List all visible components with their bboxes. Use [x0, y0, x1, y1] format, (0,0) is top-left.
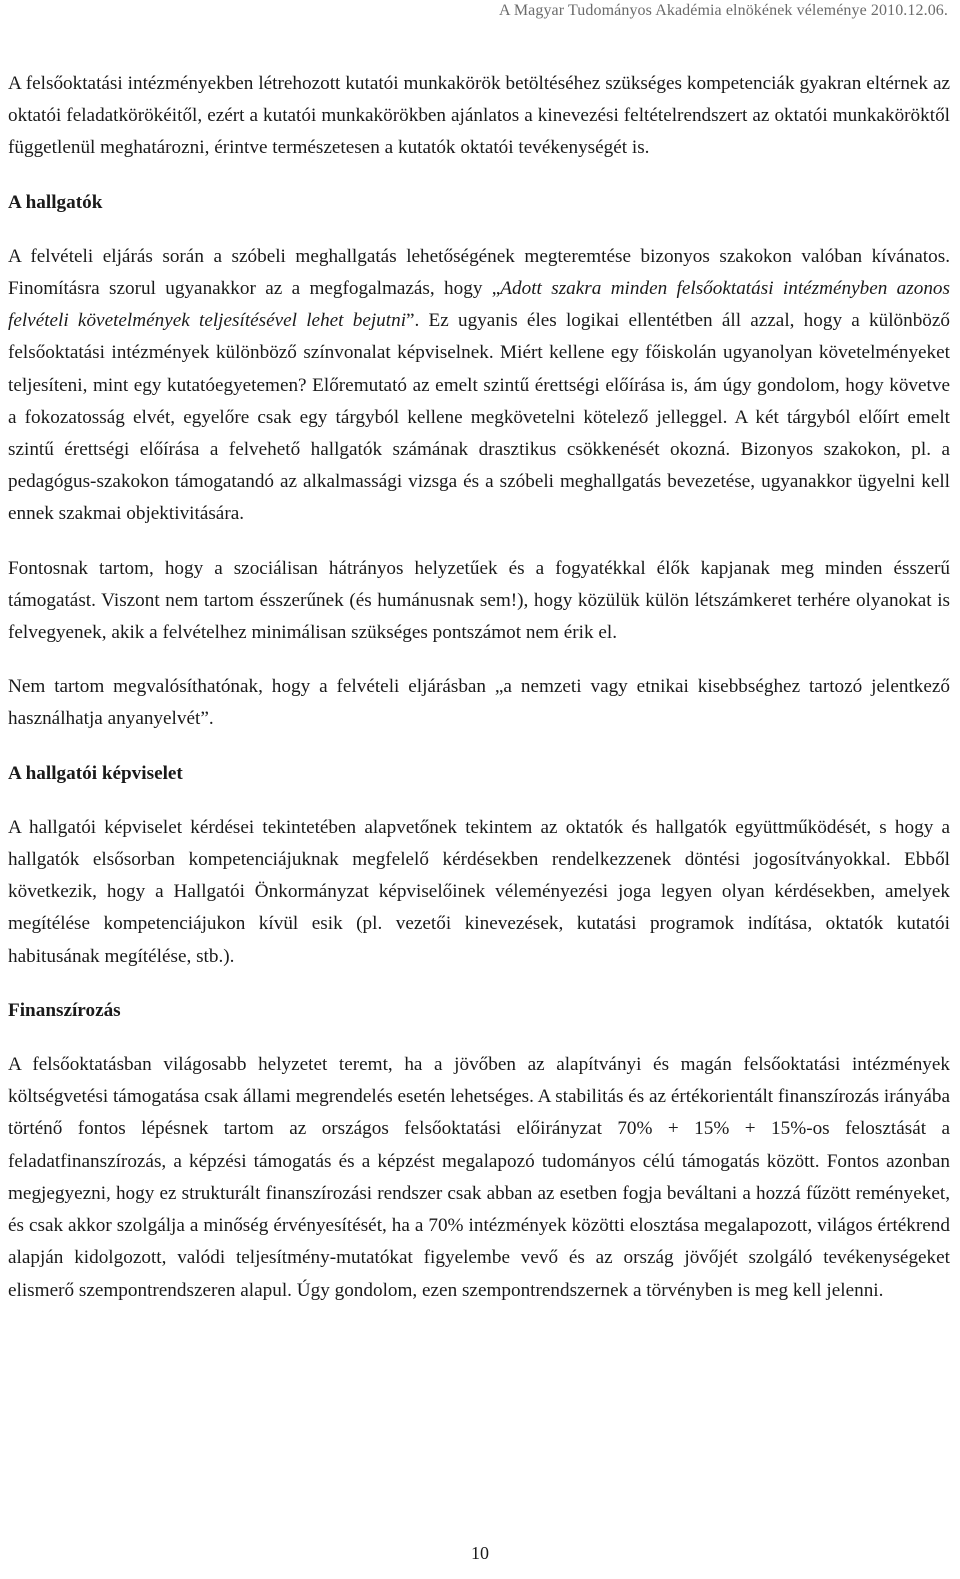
- running-header: A Magyar Tudományos Akadémia elnökének véleménye 2010.12.06.: [498, 2, 948, 19]
- hallgatok-paragraph-2: Fontosnak tartom, hogy a szociálisan hátrányos helyzetűek és a fogyatékkal élők kapjanak meg minden ésszerű támogatást. Viszont nem tartom ésszerűnek (és humánusnak sem!), hogy közülük külön létszámkeret terhére olyanokat is felvegyenek, akik a felvételhez minimálisan szükséges pontszámot nem érik el.: [8, 557, 950, 644]
- heading-kepviselet: A hallgatói képviselet: [8, 762, 183, 784]
- page-number: 10: [471, 1543, 489, 1563]
- hallgatok-p1-quote: Adott szakra minden felsőoktatási intézményben azonos felvételi követelmények teljesítésével lehet bejutni: [8, 278, 950, 332]
- hallgatok-paragraph-1: [8, 241, 950, 531]
- hallgatok-p1-text-a: A felvételi eljárás során a szóbeli meghallgatás lehetőségének megteremtése bizonyos szakokon valóban kívánatos. Finomításra szorul ugyanakkor az a megfogalmazás, hogy „: [8, 245, 950, 300]
- hallgatok-p1-text-b: ”. Ez ugyanis éles logikai ellentétben áll azzal, hogy a különböző felsőoktatási intézmények különböző színvonalat képviselnek. Miért kellene egy főiskolán ugyanolyan követelményeket teljesíteni, mint egy kutatóegyetemen? Előremutató az emelt szintű érettségi előírása is, ám úgy gondolom, hogy követve a fokozatosság elvét, egyelőre csak egy tárgyból kellene megkövetelni kötelező jelleggel. A két tárgyból előírt emelt szintű érettségi előírása a felvehető hallgatók számának drasztikus csökkenését okozná. Bizonyos szakokon, pl. a pedagógus-szakokon támogatandó az alkalmassági vizsga és a szóbeli meghallgatás bevezetése, ugyanakkor ügyelni kell ennek szakmai objektivitására.: [8, 310, 951, 525]
- heading-hallgatok: A hallgatók: [8, 191, 103, 213]
- intro-paragraph: A felsőoktatási intézményekben létrehozott kutatói munkakörök betöltéséhez szükséges kompetenciák gyakran eltérnek az oktatói feladatkörökéitől, ezért a kutatói munkakörökben ajánlatos a kinevezési feltételrendszert az oktatói munkaköröktől függetlenül meghatározni, érintve természetesen a kutatók oktatói tevékenységét is.: [8, 73, 950, 159]
- document-body: [8, 68, 950, 1307]
- kepviselet-paragraph-1: A hallgatói képviselet kérdései tekintetében alapvetőnek tekintem az oktatók és hallgatók együttműködését, s hogy a hallgatók elsősorban kompetenciájuknak megfelelő kérdésekben rendelkezzenek döntési jogosítványokkal. Ebből következik, hogy a Hallgatói Önkormányzat képviselőinek véleményezési joga legyen olyan kérdésekben, amelyek megítélése kompetenciájukon kívül esik (pl. vezetői kinevezések, kutatási programok indítása, oktatók kutatói habitusának megítélése, stb.).: [8, 816, 950, 967]
- heading-finanszirozas: Finanszírozás: [8, 999, 121, 1021]
- hallgatok-paragraph-3: Nem tartom megvalósíthatónak, hogy a felvételi eljárásban „a nemzeti vagy etnikai kisebbséghez tartozó jelentkező használhatja anyanyelvét”.: [8, 676, 950, 730]
- finanszirozas-paragraph-1: A felsőoktatásban világosabb helyzetet teremt, ha a jövőben az alapítványi és magán felsőoktatási intézmények költségvetési támogatása csak állami megrendelés esetén lehetséges. A stabilitás és az értékorientált finanszírozás irányába történő fontos lépésnek tartom az országos felsőoktatási előirányzat 70% + 15% + 15%-os felosztását a feladatfinanszírozás, a képzési támogatás és a képzést megalapozó tudományos célú támogatás között. Fontos azonban megjegyezni, hogy ez strukturált finanszírozási rendszer csak abban az esetben fogja beváltani a hozzá fűzött reményeket, és csak akkor szolgálja a minőség érvényesítését, ha a 70% intézmények közötti elosztása megalapozott, világos értékrend alapján kidolgozott, valódi teljesítmény-mutatókat figyelembe vevő és az ország jövőjét szolgáló tevékenységeket elismerő szempontrendszeren alapul. Úgy gondolom, ezen szempontrendszernek a törvényben is meg kell jelenni.: [8, 1054, 950, 1301]
